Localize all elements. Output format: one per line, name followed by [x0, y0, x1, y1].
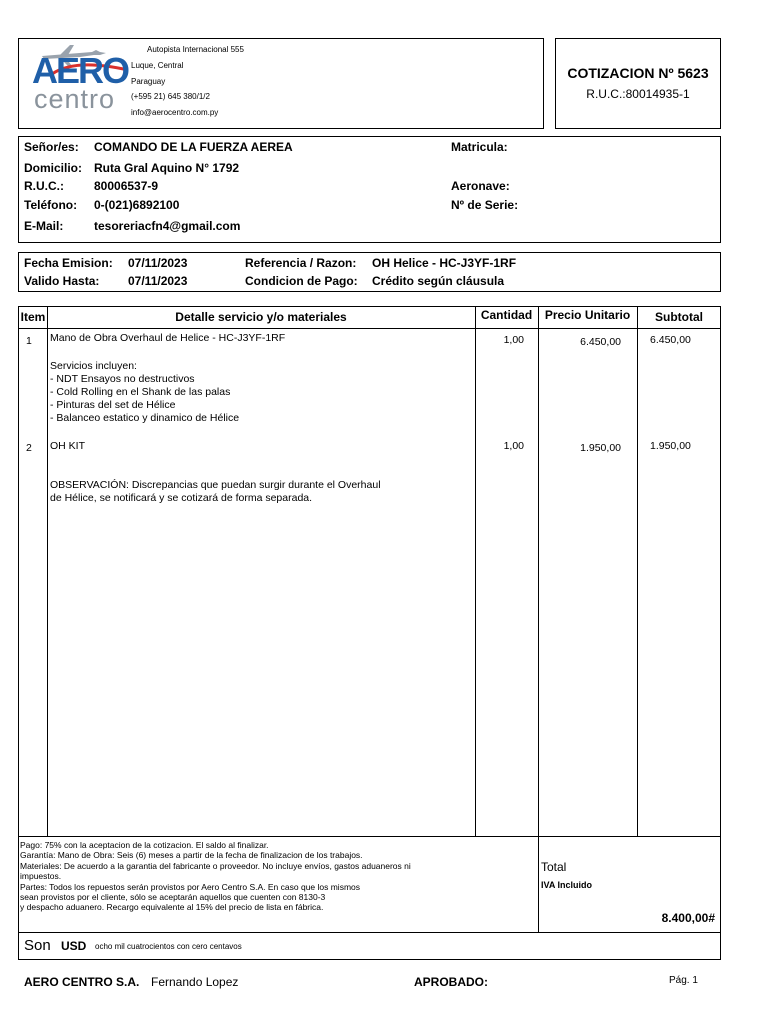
client-value-telefono: 0-(021)6892100: [94, 198, 180, 212]
total-label: Total: [541, 860, 567, 874]
condicion-pago-value: Crédito según cláusula: [372, 274, 505, 288]
terms-line-3: Materiales: De acuerdo a la garantia del fabricante o proveedor. No incluye envíos, gastos aduaneros ni: [20, 860, 411, 871]
row-1-detail-7: - Balanceo estatico y dinamico de Hélice: [50, 412, 240, 424]
fecha-emision-label: Fecha Emision:: [24, 256, 113, 270]
row-1-detail-3: Servicios incluyen:: [50, 360, 137, 372]
address-line-4: (+595 21) 645 380/1/2: [131, 92, 210, 101]
row-2-item: 2: [26, 442, 32, 454]
address-line-2: Luque, Central: [131, 61, 184, 70]
referencia-label: Referencia / Razon:: [245, 256, 357, 270]
terms-line-6: sean provistos por el cliente, sólo se aceptarán aquellos que cuenten con 8130-3: [20, 892, 326, 903]
header-precio: Precio Unitario: [544, 308, 631, 322]
header-subtotal: Subtotal: [655, 310, 703, 324]
client-label-domicilio: Domicilio:: [24, 161, 83, 175]
row-1-cantidad: 1,00: [503, 334, 524, 346]
footer-aprobado: APROBADO:: [414, 975, 488, 989]
son-label: Son: [24, 937, 51, 954]
son-words: ocho mil cuatrocientos con cero centavos: [95, 942, 242, 951]
footer-page: Pág. 1: [669, 975, 698, 986]
client-label-telefono: Teléfono:: [24, 198, 78, 212]
client-label-senores: Señor/es:: [24, 140, 79, 154]
row-2-subtotal: 1.950,00: [650, 440, 691, 452]
valido-hasta-label: Valido Hasta:: [24, 274, 100, 288]
row-1-precio: 6.450,00: [580, 336, 621, 348]
header-item: Item: [20, 310, 46, 324]
client-label-email: E-Mail:: [24, 219, 64, 233]
row-2-detail-4: OBSERVACIÓN: Discrepancias que puedan surgir durante el Overhaul: [50, 479, 381, 491]
client-value-senores: COMANDO DE LA FUERZA AEREA: [94, 140, 293, 154]
quote-ruc: R.U.C.:80014935-1: [586, 87, 690, 101]
row-1-detail-6: - Pinturas del set de Hélice: [50, 399, 176, 411]
son-currency: USD: [61, 939, 87, 953]
row-1-detail-1: Mano de Obra Overhaul de Helice - HC-J3YF-1RF: [50, 332, 286, 344]
dates-box: [18, 252, 721, 292]
valido-hasta-value: 07/11/2023: [128, 274, 188, 288]
terms-line-4: impuestos.: [20, 871, 62, 882]
row-2-precio: 1.950,00: [580, 442, 621, 454]
quote-title-box: [555, 38, 721, 129]
client-label-ruc: R.U.C.:: [24, 179, 64, 193]
client-label-matricula: Matricula:: [451, 140, 508, 154]
client-value-email: tesoreriacfn4@gmail.com: [94, 219, 241, 233]
terms-text: [20, 840, 411, 913]
terms-line-2: Garantía: Mano de Obra: Seis (6) meses a partir de la fecha de finalizacion de los trabajos.: [20, 850, 363, 861]
terms-line-1: Pago: 75% con la aceptacion de la cotizacion. El saldo al finalizar.: [20, 840, 269, 850]
footer-company: AERO CENTRO S.A.: [24, 975, 140, 989]
quote-title: COTIZACION Nº 5623: [567, 65, 709, 81]
logo-centro-text: centro: [34, 84, 116, 114]
client-value-ruc: 80006537-9: [94, 179, 159, 193]
footer-person: Fernando Lopez: [151, 975, 239, 989]
logo-aero-text: AERO: [32, 50, 129, 91]
condicion-pago-label: Condicion de Pago:: [245, 274, 358, 288]
row-1-detail-5: - Cold Rolling en el Shank de las palas: [50, 386, 231, 398]
row-1-subtotal: 6.450,00: [650, 334, 691, 346]
address-line-3: Paraguay: [131, 77, 166, 86]
referencia-value: OH Helice - HC-J3YF-1RF: [372, 256, 517, 270]
row-2-cantidad: 1,00: [503, 440, 524, 452]
header-cantidad: Cantidad: [480, 308, 533, 322]
terms-line-7: y despacho aduanero. Recargo equivalente al 15% del precio de lista en fábrica.: [20, 902, 324, 913]
terms-line-5: Partes: Todos los repuestos serán provistos por Aero Centro S.A. En caso que los mismos: [20, 881, 361, 892]
client-value-domicilio: Ruta Gral Aquino N° 1792: [94, 161, 240, 175]
row-2-detail-5: de Hélice, se notificará y se cotizará de forma separada.: [50, 492, 313, 504]
total-value: 8.400,00#: [661, 911, 715, 925]
client-label-aeronave: Aeronave:: [451, 179, 510, 193]
iva-label: IVA Incluido: [541, 880, 592, 890]
row-2-detail-1: OH KIT: [50, 440, 86, 452]
row-1-detail-4: - NDT Ensayos no destructivos: [50, 373, 195, 385]
row-1-item: 1: [26, 335, 32, 347]
address-line-1: Autopista Internacional 555: [147, 45, 244, 54]
header-detalle: Detalle servicio y/o materiales: [175, 310, 347, 324]
fecha-emision-value: 07/11/2023: [128, 256, 188, 270]
client-label-serie: Nº de Serie:: [451, 198, 519, 212]
address-line-5: info@aerocentro.com.py: [131, 108, 219, 117]
